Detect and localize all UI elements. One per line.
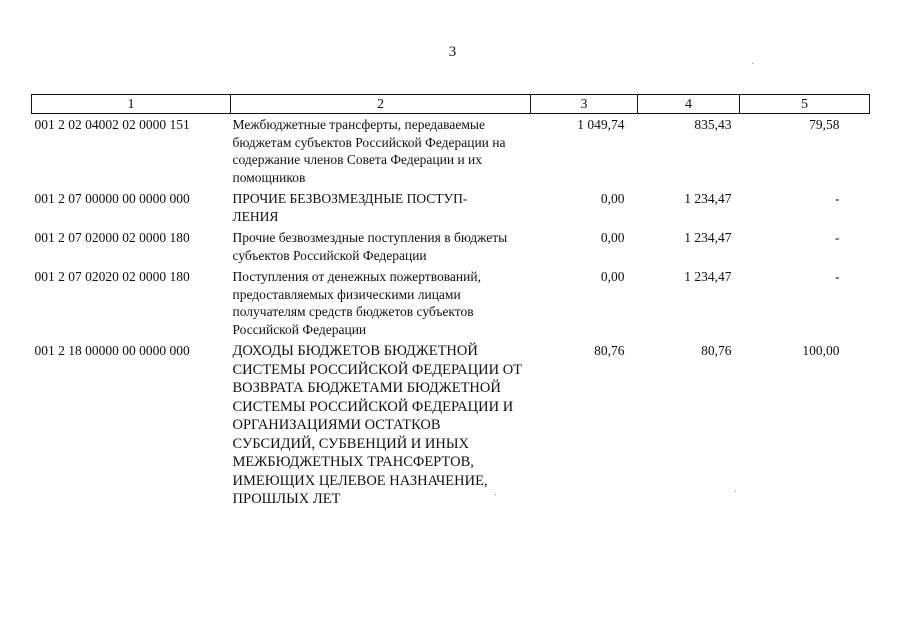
value-col-3: 80,76	[594, 343, 625, 358]
table-row	[32, 227, 870, 266]
value-col-5: -	[835, 230, 840, 245]
value-col-5: -	[835, 191, 840, 206]
header-row	[32, 95, 870, 114]
item-name: Прочие безвозмездные поступления в бюджеты субъектов Российской Федерации	[232, 230, 508, 263]
item-name: ПРОЧИЕ БЕЗВОЗМЕЗДНЫЕ ПОСТУП- ЛЕНИЯ	[232, 191, 468, 224]
value-col-4: 80,76	[701, 343, 732, 358]
value-col-4: 1 234,47	[684, 269, 732, 284]
column-header-3: 3	[531, 95, 638, 114]
table-row	[32, 114, 870, 189]
column-header-1: 1	[32, 95, 231, 114]
budget-code: 001 2 07 00000 00 0000 000	[34, 191, 190, 206]
table-row	[32, 266, 870, 340]
budget-code: 001 2 07 02000 02 0000 180	[34, 230, 190, 245]
page-number: 3	[448, 44, 457, 60]
table-row	[32, 188, 870, 227]
budget-code: 001 2 18 00000 00 0000 000	[34, 343, 190, 358]
scan-speck	[735, 491, 736, 492]
column-header-2: 2	[231, 95, 531, 114]
budget-table	[31, 94, 870, 511]
budget-code: 001 2 02 04002 02 0000 151	[34, 117, 190, 132]
item-name: Поступления от денежных пожертвований, предоставляемых физическими лицами получателям средств бюджетов субъектов Российской Федерации	[232, 269, 481, 337]
scan-speck	[495, 494, 496, 495]
scan-speck	[752, 63, 753, 64]
budget-code: 001 2 07 02020 02 0000 180	[34, 269, 190, 284]
item-name: ДОХОДЫ БЮДЖЕТОВ БЮДЖЕТНОЙ СИСТЕМЫ РОССИЙСКОЙ ФЕДЕРАЦИИ ОТ ВОЗВРАТА БЮДЖЕТАМИ БЮДЖЕТНОЙ СИСТЕМЫ РОССИЙСКОЙ ФЕДЕРАЦИИ И ОРГАНИЗАЦИЯМИ ОСТАТКОВ СУБСИДИЙ, СУБВЕНЦИЙ И ИНЫХ МЕЖБЮДЖЕТНЫХ ТРАНСФЕРТОВ, ИМЕЮЩИХ ЦЕЛЕВОЕ НАЗНАЧЕНИЕ, ПРОШЛЫХ ЛЕТ	[232, 343, 523, 507]
value-col-3: 0,00	[600, 191, 625, 206]
column-header-5: 5	[740, 95, 870, 114]
value-col-4: 1 234,47	[684, 191, 732, 206]
value-col-5: -	[835, 269, 840, 284]
value-col-3: 0,00	[600, 230, 625, 245]
item-name: Межбюджетные трансферты, передаваемые бюджетам субъектов Российской Федерации на содержание членов Совета Федерации и их помощников	[232, 117, 506, 185]
value-col-3: 1 049,74	[577, 117, 625, 132]
value-col-3: 0,00	[600, 269, 625, 284]
value-col-4: 1 234,47	[684, 230, 732, 245]
value-col-4: 835,43	[694, 117, 732, 132]
column-header-4: 4	[638, 95, 740, 114]
value-col-5: 79,58	[809, 117, 840, 132]
table-row	[32, 340, 870, 511]
value-col-5: 100,00	[802, 343, 840, 358]
